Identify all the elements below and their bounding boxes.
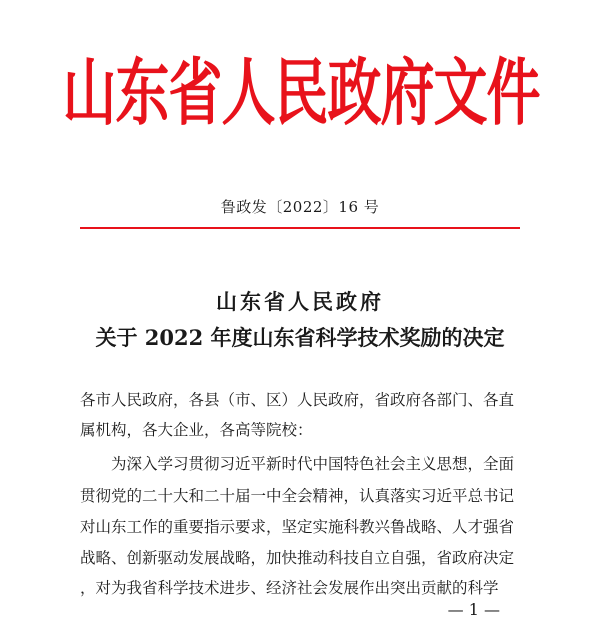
body-line-3: 为深入学习贯彻习近平新时代中国特色社会主义思想，全面 <box>111 455 515 473</box>
page-number: — 1 — <box>447 600 500 619</box>
red-divider-line <box>80 227 520 229</box>
body-line-5: 对山东工作的重要指示要求，坚定实施科教兴鲁战略、人才强省 <box>80 518 515 536</box>
masthead-title: 山东省人民政府文件 <box>62 49 540 135</box>
document-title-subject: 关于 2022 年度山东省科学技术奖励的决定 <box>95 325 505 350</box>
body-line-6: 战略、创新驱动发展战略，加快推动科技自立自强，省政府决定 <box>80 549 515 567</box>
document-number: 鲁政发〔2022〕16 号 <box>220 198 380 216</box>
body-line-4: 贯彻党的二十大和二十届一中全会精神，认真落实习近平总书记 <box>80 487 515 505</box>
document-title-issuer: 山东省人民政府 <box>216 289 384 314</box>
body-line-1: 各市人民政府，各县（市、区）人民政府，省政府各部门、各直 <box>80 391 515 409</box>
body-line-7: ，对为我省科学技术进步、经济社会发展作出突出贡献的科学 <box>80 579 499 597</box>
body-line-2: 属机构，各大企业，各高等院校： <box>80 421 313 439</box>
